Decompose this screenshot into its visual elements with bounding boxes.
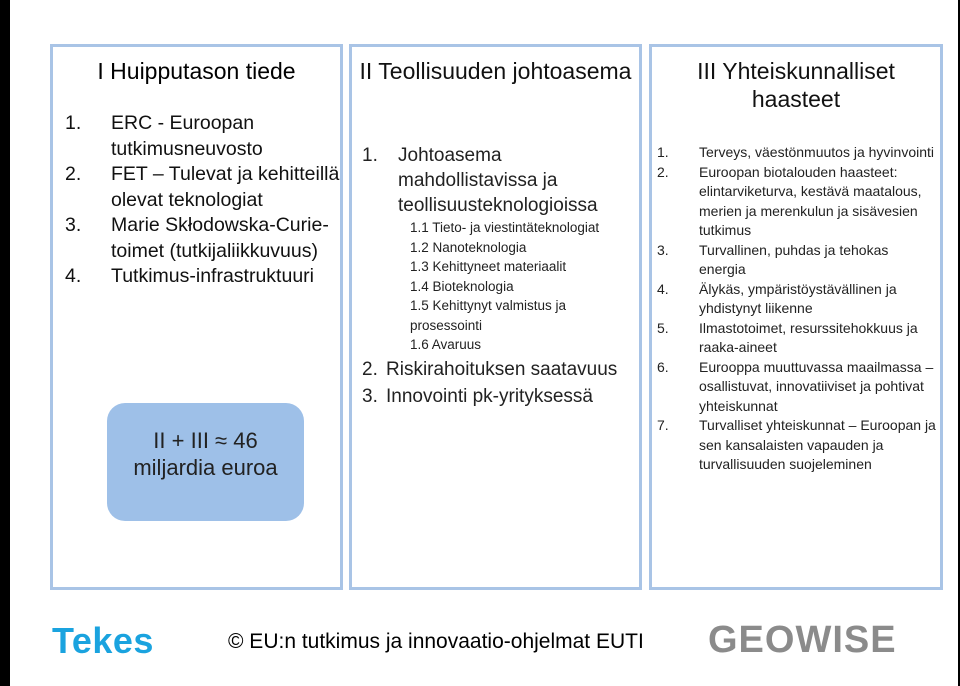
sub-item: 1.2 Nanoteknologia [410,239,527,255]
list-item: 6. Eurooppa muuttuvassa maailmassa – osallistuvat, innovatiiviset ja pohtivat yhteiskunnat [657,358,934,414]
list-item: 3. Innovointi pk-yrityksessä [362,385,593,407]
sub-item: 1.3 Kehittyneet materiaalit [410,259,567,274]
science-list [65,111,340,290]
list-item: 2. FET – Tulevat ja kehitteillä olevat teknologiat [65,163,340,211]
list-item: 1. Terveys, väestönmuutos ja hyvinvointi [657,144,934,160]
list-item: 1. ERC - Euroopan tutkimusneuvosto [65,112,263,160]
list-item: 3. Marie Skłodowska-Curie-toimet (tutkijaliikkuvuus) [65,214,329,262]
sub-item: 1.6 Avaruus [410,337,482,352]
funding-amount: II + III ≈ 46 [153,428,258,453]
sub-item: 1.5 Kehittynyt valmistus ja prosessointi [410,298,567,333]
list-item: 1. Johtoasema mahdollistavissa ja teollisuusteknologioissa [362,145,598,216]
list-item: 2. Euroopan biotalouden haasteet: elintarviketurva, kestävä maatalous, merien ja merenkulun ja sisävesien tutkimus [657,163,922,238]
list-item: 5. Ilmastotoimet, resurssitehokkuus ja raaka-aineet [657,319,918,355]
list-item: 7. Turvalliset yhteiskunnat – Euroopan ja sen kansalaisten vapauden ja turvallisuuden suojeleminen [657,417,936,472]
sub-item: 1.4 Bioteknologia [410,278,514,294]
panel-title: III Yhteiskunnalliset haasteet [697,58,895,112]
geowise-logo: GEOWISE [708,619,897,661]
challenges-list [657,143,937,475]
panel-excellent-science [50,44,343,590]
list-item: 4. Tutkimus-infrastruktuuri [65,265,314,287]
funding-unit: miljardia euroa [133,455,278,480]
industry-list [362,143,637,409]
sub-item: 1.1 Tieto- ja viestintäteknologiat [410,220,600,235]
list-item: 4. Älykäs, ympäristöystävällinen ja yhdistynyt liikenne [657,280,897,316]
tekes-logo: Tekes [52,620,154,661]
funding-badge [107,403,304,521]
left-edge-bar [0,0,10,686]
list-item: 3. Turvallinen, puhdas ja tehokas energia [657,241,889,277]
panel-societal-challenges [649,44,943,590]
footer-caption: © EU:n tutkimus ja innovaatio-ohjelmat EUTI [228,630,644,653]
panel-title: II Teollisuuden johtoasema [359,58,632,84]
list-item: 2. Riskirahoituksen saatavuus [362,358,618,380]
panel-industrial-leadership [349,44,642,590]
panel-title: I Huipputason tiede [97,58,296,84]
